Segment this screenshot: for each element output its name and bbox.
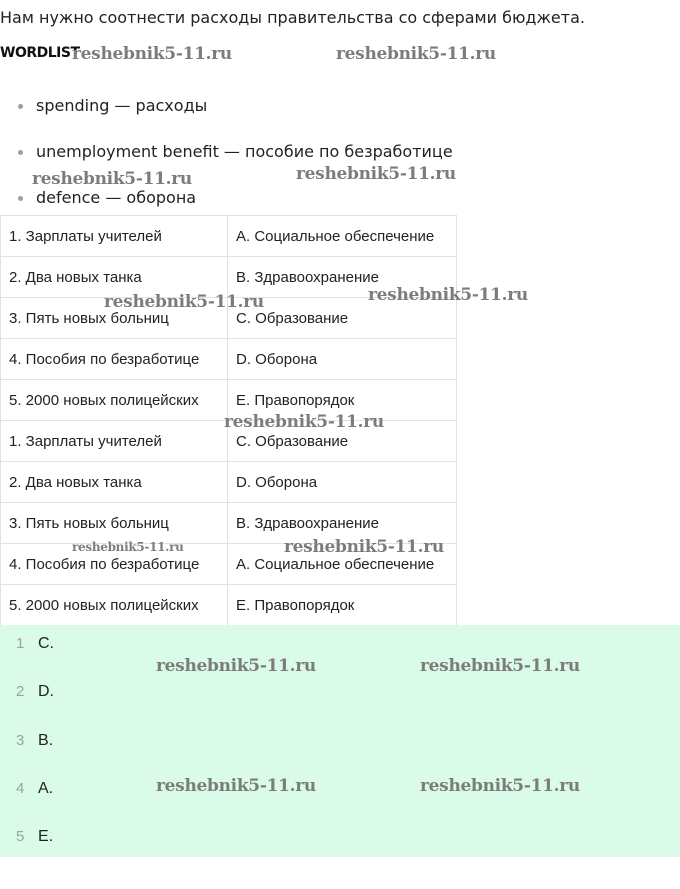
answer-value: C. [38, 635, 54, 652]
budget-area-cell: E. Правопорядок [228, 585, 457, 626]
watermark: reshebnik5-11.ru [336, 44, 496, 64]
watermark: reshebnik5-11.ru [296, 164, 456, 184]
table-row [1, 462, 457, 503]
budget-area-cell: A. Социальное обеспечение [228, 544, 457, 585]
expense-cell: 4. Пособия по безработице [1, 339, 228, 380]
watermark: reshebnik5-11.ru [104, 292, 264, 312]
answer-block [0, 625, 680, 857]
watermark: reshebnik5-11.ru [156, 776, 316, 796]
answer-value: D. [38, 683, 54, 700]
table-row [1, 380, 457, 421]
table-row [1, 257, 457, 298]
table-row [1, 544, 457, 585]
expense-cell: 2. Два новых танка [1, 257, 228, 298]
budget-area-cell: A. Социальное обеспечение [228, 216, 457, 257]
expense-cell: 1. Зарплаты учителей [1, 216, 228, 257]
table-row [1, 339, 457, 380]
budget-area-cell: C. Образование [228, 421, 457, 462]
watermark: reshebnik5-11.ru [32, 169, 192, 189]
budget-area-cell: B. Здравоохранение [228, 503, 457, 544]
watermark: reshebnik5-11.ru [156, 656, 316, 676]
answer-number: 3 [16, 732, 25, 749]
table-row [1, 216, 457, 257]
matching-table [0, 215, 457, 626]
expense-cell: 2. Два новых танка [1, 462, 228, 503]
answer-number: 5 [16, 828, 25, 845]
answer-number: 4 [16, 780, 25, 797]
answer-number: 1 [16, 635, 25, 652]
table-row [1, 585, 457, 626]
answer-value: E. [38, 828, 54, 845]
budget-area-cell: E. Правопорядок [228, 380, 457, 421]
table-row [1, 421, 457, 462]
intro-text: Нам нужно соотнести расходы правительства со сферами бюджета. [0, 8, 585, 27]
watermark: reshebnik5-11.ru [368, 285, 528, 305]
wordlist-entry: defence — оборона [36, 188, 197, 207]
watermark: reshebnik5-11.ru [72, 540, 184, 554]
answer-number: 2 [16, 683, 25, 700]
answer-value: B. [38, 732, 54, 749]
wordlist-title: WORDLIST [0, 45, 80, 61]
bullet-icon [18, 150, 23, 155]
watermark: reshebnik5-11.ru [420, 776, 580, 796]
watermark: reshebnik5-11.ru [420, 656, 580, 676]
expense-cell: 3. Пять новых больниц [1, 503, 228, 544]
wordlist-entry: unemployment benefit — пособие по безработице [36, 142, 453, 161]
expense-cell: 5. 2000 новых полицейских [1, 380, 228, 421]
bullet-icon [18, 104, 23, 109]
table-row [1, 298, 457, 339]
budget-area-cell: C. Образование [228, 298, 457, 339]
watermark: reshebnik5-11.ru [284, 537, 444, 557]
expense-cell: 3. Пять новых больниц [1, 298, 228, 339]
budget-area-cell: B. Здравоохранение [228, 257, 457, 298]
table-row [1, 503, 457, 544]
watermark: reshebnik5-11.ru [72, 44, 232, 64]
wordlist-entry: spending — расходы [36, 96, 208, 115]
budget-area-cell: D. Оборона [228, 339, 457, 380]
expense-cell: 1. Зарплаты учителей [1, 421, 228, 462]
watermark: reshebnik5-11.ru [224, 412, 384, 432]
answer-value: A. [38, 780, 54, 797]
bullet-icon [18, 196, 23, 201]
expense-cell: 4. Пособия по безработице [1, 544, 228, 585]
expense-cell: 5. 2000 новых полицейских [1, 585, 228, 626]
budget-area-cell: D. Оборона [228, 462, 457, 503]
